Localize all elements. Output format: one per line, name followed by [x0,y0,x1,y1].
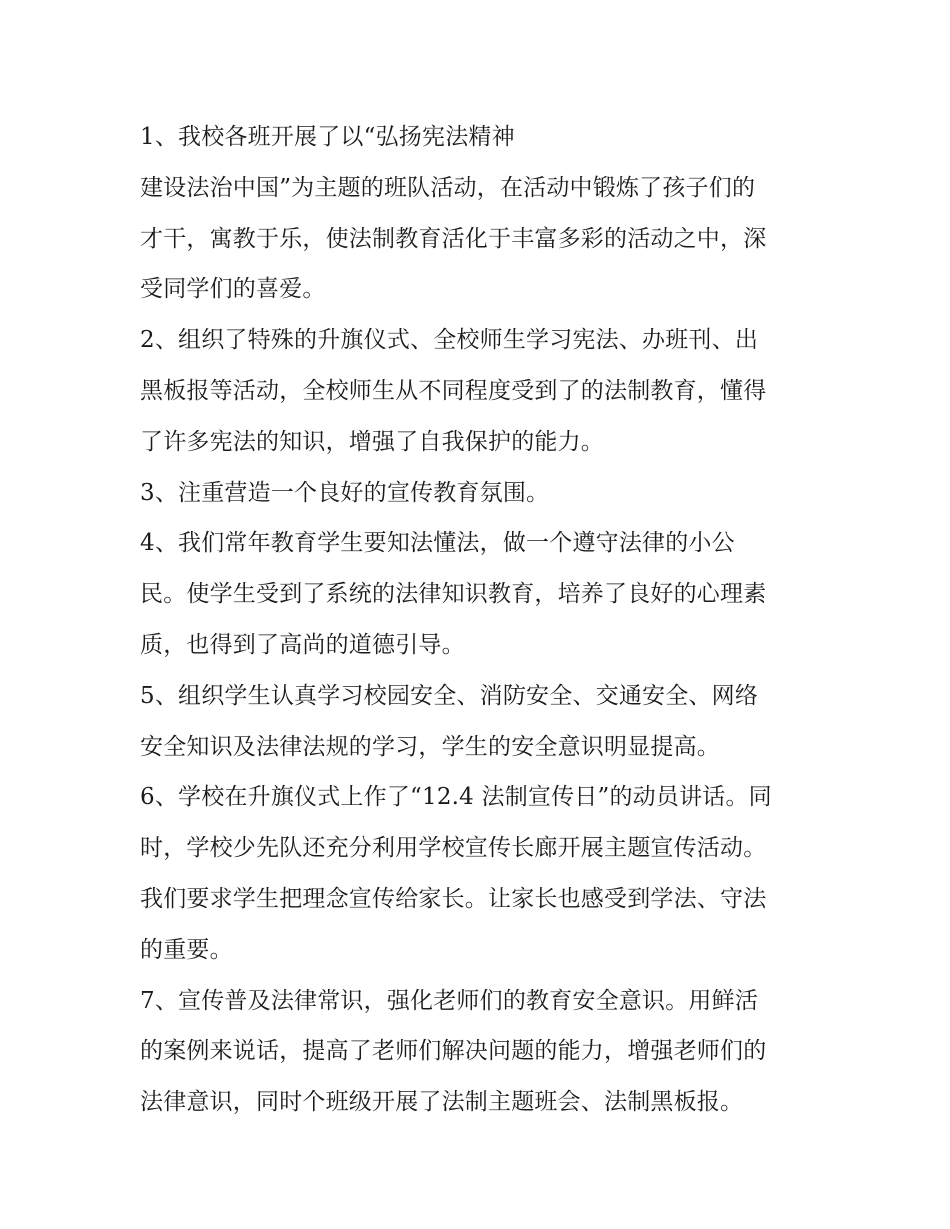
text-line: 的案例来说话，提高了老师们解决问题的能力，增强老师们的 [140,1038,767,1065]
text-line: 安全知识及法律法规的学习，学生的安全意识明显提高。 [140,733,720,760]
text-line: 时，学校少先队还充分利用学校宣传长廊开展主题宣传活动。 [140,835,767,862]
text-line: 7、宣传普及法律常识，强化老师们的教育安全意识。用鲜活 [140,987,759,1014]
text-line: 黑板报等活动，全校师生从不同程度受到了的法制教育，懂得 [140,377,767,404]
text-line: 受同学们的喜爱。 [140,276,326,303]
text-line: 6、学校在升旗仪式上作了“12.4 法制宣传日”的动员讲话。同 [140,784,772,811]
text-line: 5、组织学生认真学习校园安全、消防安全、交通安全、网络 [140,682,759,709]
text-line: 4、我们常年教育学生要知法懂法，做一个遵守法律的小公 [140,530,735,557]
text-line: 2、组织了特殊的升旗仪式、全校师生学习宪法、办班刊、出 [140,327,759,354]
text-line: 建设法治中国”为主题的班队活动，在活动中锻炼了孩子们的 [140,174,756,201]
text-line: 1、我校各班开展了以“弘扬宪法精神 [140,124,515,150]
text-line: 法律意识，同时个班级开展了法制主题班会、法制黑板报。 [140,1089,744,1116]
text-line: 质，也得到了高尚的道德引导。 [140,631,465,658]
text-line: 我们要求学生把理念宣传给家长。让家长也感受到学法、守法 [140,885,767,912]
document-body [140,112,820,1128]
text-line: 了许多宪法的知识，增强了自我保护的能力。 [140,428,604,455]
text-line: 才干，寓教于乐，使法制教育活化于丰富多彩的活动之中，深 [140,225,767,252]
text-line: 民。使学生受到了系统的法律知识教育，培养了良好的心理素 [140,581,767,608]
text-line: 3、注重营造一个良好的宣传教育氛围。 [140,479,550,506]
text-line: 的重要。 [140,936,233,963]
